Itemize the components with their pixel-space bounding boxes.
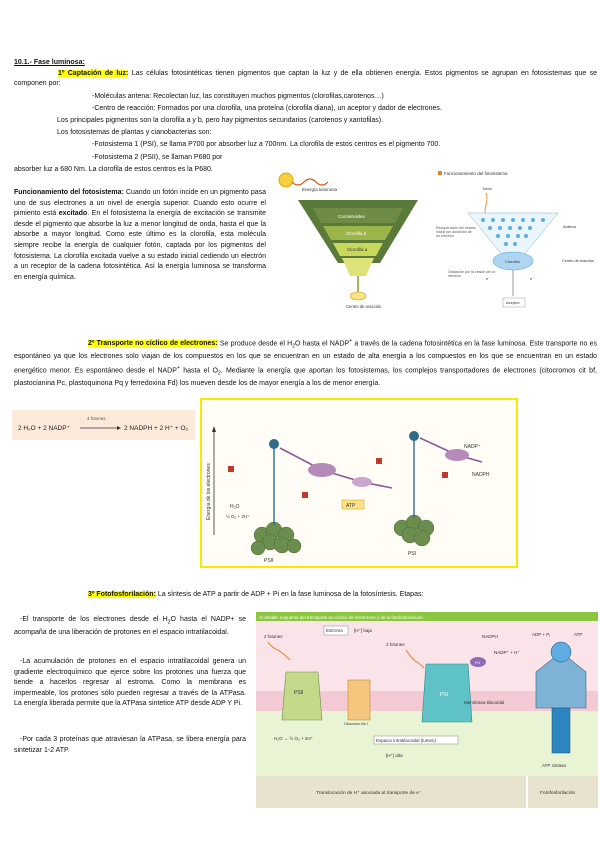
s3-p2 bbox=[14, 657, 246, 710]
fig2-psi: PSI bbox=[408, 551, 417, 557]
fig3-fotones2: 2 fotones bbox=[386, 642, 405, 647]
s3-p2-text: -La acumulación de protones en el espacio intratilacoidal genera un gradiente electroquímico que ejerce sobre los protones una fuerza que tiende a hacerlos regresar al estroma. Como la membrana es impermeable, los protones sólo pueden regresar a través de la ATPasa. La energía liberada permite que la ATPasa sintetice ATP desde ADP Y Pi. bbox=[14, 658, 246, 708]
fig1-clorofila-b: Clorofila b bbox=[346, 231, 367, 236]
s3-p3 bbox=[14, 735, 246, 756]
fig2-o2: ½ O₂ + 2H⁺ bbox=[226, 514, 250, 519]
s3-p3-text: -Por cada 3 proteínas que atraviesan la ATPasa, se libera energía para sintetizar 1-2 ATP. bbox=[14, 736, 246, 754]
s3-heading: 3º Fotofosforilación: bbox=[88, 591, 156, 598]
equation-box bbox=[12, 410, 195, 440]
fig2-nadph: NADPH bbox=[472, 472, 490, 478]
figure-fotosistema bbox=[268, 168, 598, 318]
fig3-bottom2: Fotofosforilación bbox=[540, 791, 576, 796]
s1-psi: -Fotosistema 1 (PSI), se llama P700 por absorber luz a 700nm. La clorofila de estos centros es el pigmento 700. bbox=[92, 141, 441, 148]
fig3-psi: PSI bbox=[440, 692, 449, 698]
fig2-nadp: NADP⁺ bbox=[464, 444, 481, 450]
fig1-clorofila: Clorofila bbox=[505, 259, 520, 264]
s1-heading: 1º Captación de luz: bbox=[58, 70, 129, 77]
s1-item-centro: -Centro de reacción: Formados por una clorofila, una proteína (clorofila diana), un aceptor y dador de electrones. bbox=[92, 105, 442, 112]
s3-p1-sub: 2 bbox=[167, 619, 171, 626]
fig3-h-baja: [H⁺] baja bbox=[354, 628, 372, 633]
fig3-nadph: NADPH bbox=[482, 634, 498, 639]
s2-text-e: . Mediante la energía que aportan los fotosistemas, los complejos transportadores de electrones (citocromos cit bf, plastocianina Pc, plastoquinona Pq y ferredoxina Fd) los mueven desde los de mayor energía a los de menor energía. bbox=[14, 367, 597, 388]
fig3-fotones1: 2 fotones bbox=[264, 634, 283, 639]
s2-sub2b: 2 bbox=[217, 370, 221, 377]
fig1-centro: Centro de reacción bbox=[346, 304, 382, 309]
figure-fotofosforilacion bbox=[256, 612, 598, 808]
s1-item-antena: -Moléculas antena: Recolectan luz, las constituyen muchos pigmentos (clorofilas,carotenos…) bbox=[92, 93, 384, 100]
fig3-h-alta: [H⁺] alta bbox=[386, 753, 403, 758]
eq-above: 4 fotones bbox=[87, 416, 106, 421]
fig1-carotenoides: Carotenoides bbox=[338, 214, 365, 219]
section-title: 10.1.- Fase luminosa: bbox=[14, 59, 85, 66]
func-paragraph bbox=[14, 188, 266, 283]
s2-sup-plus2: + bbox=[176, 364, 180, 371]
fig1-title: Funcionamiento del fotosistema bbox=[444, 171, 508, 176]
fig3-nadp: NADP⁺ + H⁺ bbox=[494, 650, 520, 655]
fig1-centro2: Centro de reacción bbox=[562, 259, 595, 263]
s2-text-a: Se produce desde el H bbox=[219, 340, 293, 348]
s2-sup-plus: + bbox=[349, 338, 353, 344]
fig2-psii: PSII bbox=[264, 558, 274, 564]
s1-intro-text: Las células fotosintéticas tienen pigmentos que captan la luz y de ella obtienen energía. Estos pigmentos se agrupan en fotosistemas que se componen por: bbox=[14, 70, 597, 87]
fig3-adp: ADP + Pᵢ bbox=[532, 632, 551, 637]
func-heading: Funcionamiento del fotosistema: bbox=[14, 189, 124, 196]
fig1-aceptor: Aceptor bbox=[506, 300, 520, 305]
s2-text-b: O hasta el NADP bbox=[295, 340, 350, 348]
s1-psii: -Fotosistema 2 (PSII), se llaman P680 por bbox=[92, 154, 223, 161]
func-excitado: excitado bbox=[58, 210, 88, 218]
fig3-title: Al detalle: esquema del transporte no cíclico de electrones y de la fotofosforilación bbox=[259, 615, 423, 620]
eq-lhs: 2 H₂O + 2 NADP⁺ bbox=[18, 425, 71, 432]
fig2-h2o: H₂O bbox=[230, 504, 240, 510]
fig3-fd: Fd bbox=[475, 660, 480, 665]
fig1-antena: Antena bbox=[563, 224, 576, 229]
fig1-energia: Energía luminosa bbox=[302, 187, 338, 192]
fig1-clorofila-a: Clorofila a bbox=[347, 247, 368, 252]
fig2-atp: ATP bbox=[346, 503, 356, 509]
fig3-water: H₂O → ½ O₂ + 2H⁺ bbox=[274, 736, 314, 741]
s2-sub2: 2 bbox=[292, 343, 296, 350]
s3-p1-a: -El transporte de los electrones desde el H bbox=[20, 616, 168, 623]
fig1-oxidacion: Oxidación por la cesión de un electrón bbox=[448, 270, 496, 279]
fig1-e: e⁻ bbox=[486, 276, 491, 281]
fig3-psii: PSII bbox=[294, 690, 304, 696]
s2-paragraph bbox=[14, 336, 597, 390]
fig3-cit: Citocromo b6-f bbox=[344, 722, 368, 726]
s2-text-c: a través de la cadena fotosintética en la fase luminosa. Este transporte no es espontáneo ya que los electrones solo viajan de los compuestos en los que se encuentran en un estado de alta energía a los compuestos en los que se encuentran en un estado energético menor. Es espontáneo desde el NADP bbox=[14, 340, 597, 375]
s1-fotosistemas: Los fotosistemas de plantas y cianobacterias son: bbox=[57, 129, 212, 136]
s1-principales: Los principales pigmentos son la clorofila a y b, pero hay pigmentos secundarios (carotenos y xantofilas). bbox=[57, 117, 384, 124]
fig3-estroma: Estroma bbox=[326, 628, 343, 633]
fig2-ylabel: Energía de los electrones bbox=[206, 463, 212, 520]
fig3-atpsint: ATP sintasa bbox=[542, 763, 566, 768]
eq-rhs: 2 NADPH + 2 H⁺ + O₂ bbox=[124, 425, 189, 432]
fig3-espacio: Espacio intratilacoidal (lumen) bbox=[376, 738, 437, 743]
figure-z-scheme bbox=[200, 398, 518, 568]
fig1-foton: fotón bbox=[483, 186, 492, 191]
s3-intro bbox=[88, 590, 598, 600]
sun-icon bbox=[279, 173, 293, 187]
s3-intro-text: La síntesis de ATP a partir de ADP + Pi en la fase luminosa de la fotosíntesis. Etapas: bbox=[157, 591, 424, 598]
s2-text-d: hasta el O bbox=[183, 367, 218, 375]
fig1-recuperacion: Recuperación del estado inicial por donación de un electrón bbox=[436, 226, 476, 239]
fig3-atp: ATP bbox=[574, 632, 583, 637]
s2-heading: 2º Transporte no cíclico de electrones: bbox=[88, 340, 218, 348]
s1-intro bbox=[14, 69, 597, 88]
fig3-bottom1: Translocación de H⁺ asociada al transporte de e⁻ bbox=[316, 791, 422, 796]
fig3-membrana: Membrana tilacoidal bbox=[464, 700, 505, 705]
fig1-e2: e⁻ bbox=[530, 276, 535, 281]
s1-psii-cont: absorber luz a 680 Nm. La clorofila de estos centros es la P680. bbox=[14, 166, 213, 173]
func-text-a: Cuando un fotón incide en un pigmento pasa uno de sus electrones a un nivel de energía superior. Cuando esto ocurre el pimiento está bbox=[14, 189, 267, 218]
func-text-b: . En el fotosistema la energía de excitación se transmite desde el pigmento que absorbe la luz a menor longitud de onda, hasta el que la absorbe a mayor longitud. Como este último es la clorofila, esta molécula siempre recibe la energía de cualquier fotón, captada por los pigmentos del fotosistema. La clorofila excitada vuelve a su estado inicial cediendo un electrón a un receptor de la cadena fotosintética. Así la energía luminosa se transforma en energía química. bbox=[14, 210, 267, 281]
s3-p1-b: O hasta el NADP+ se acompaña de una liberación de protones en el espacio intratilacoidal. bbox=[14, 616, 246, 636]
s3-p1 bbox=[14, 615, 246, 639]
